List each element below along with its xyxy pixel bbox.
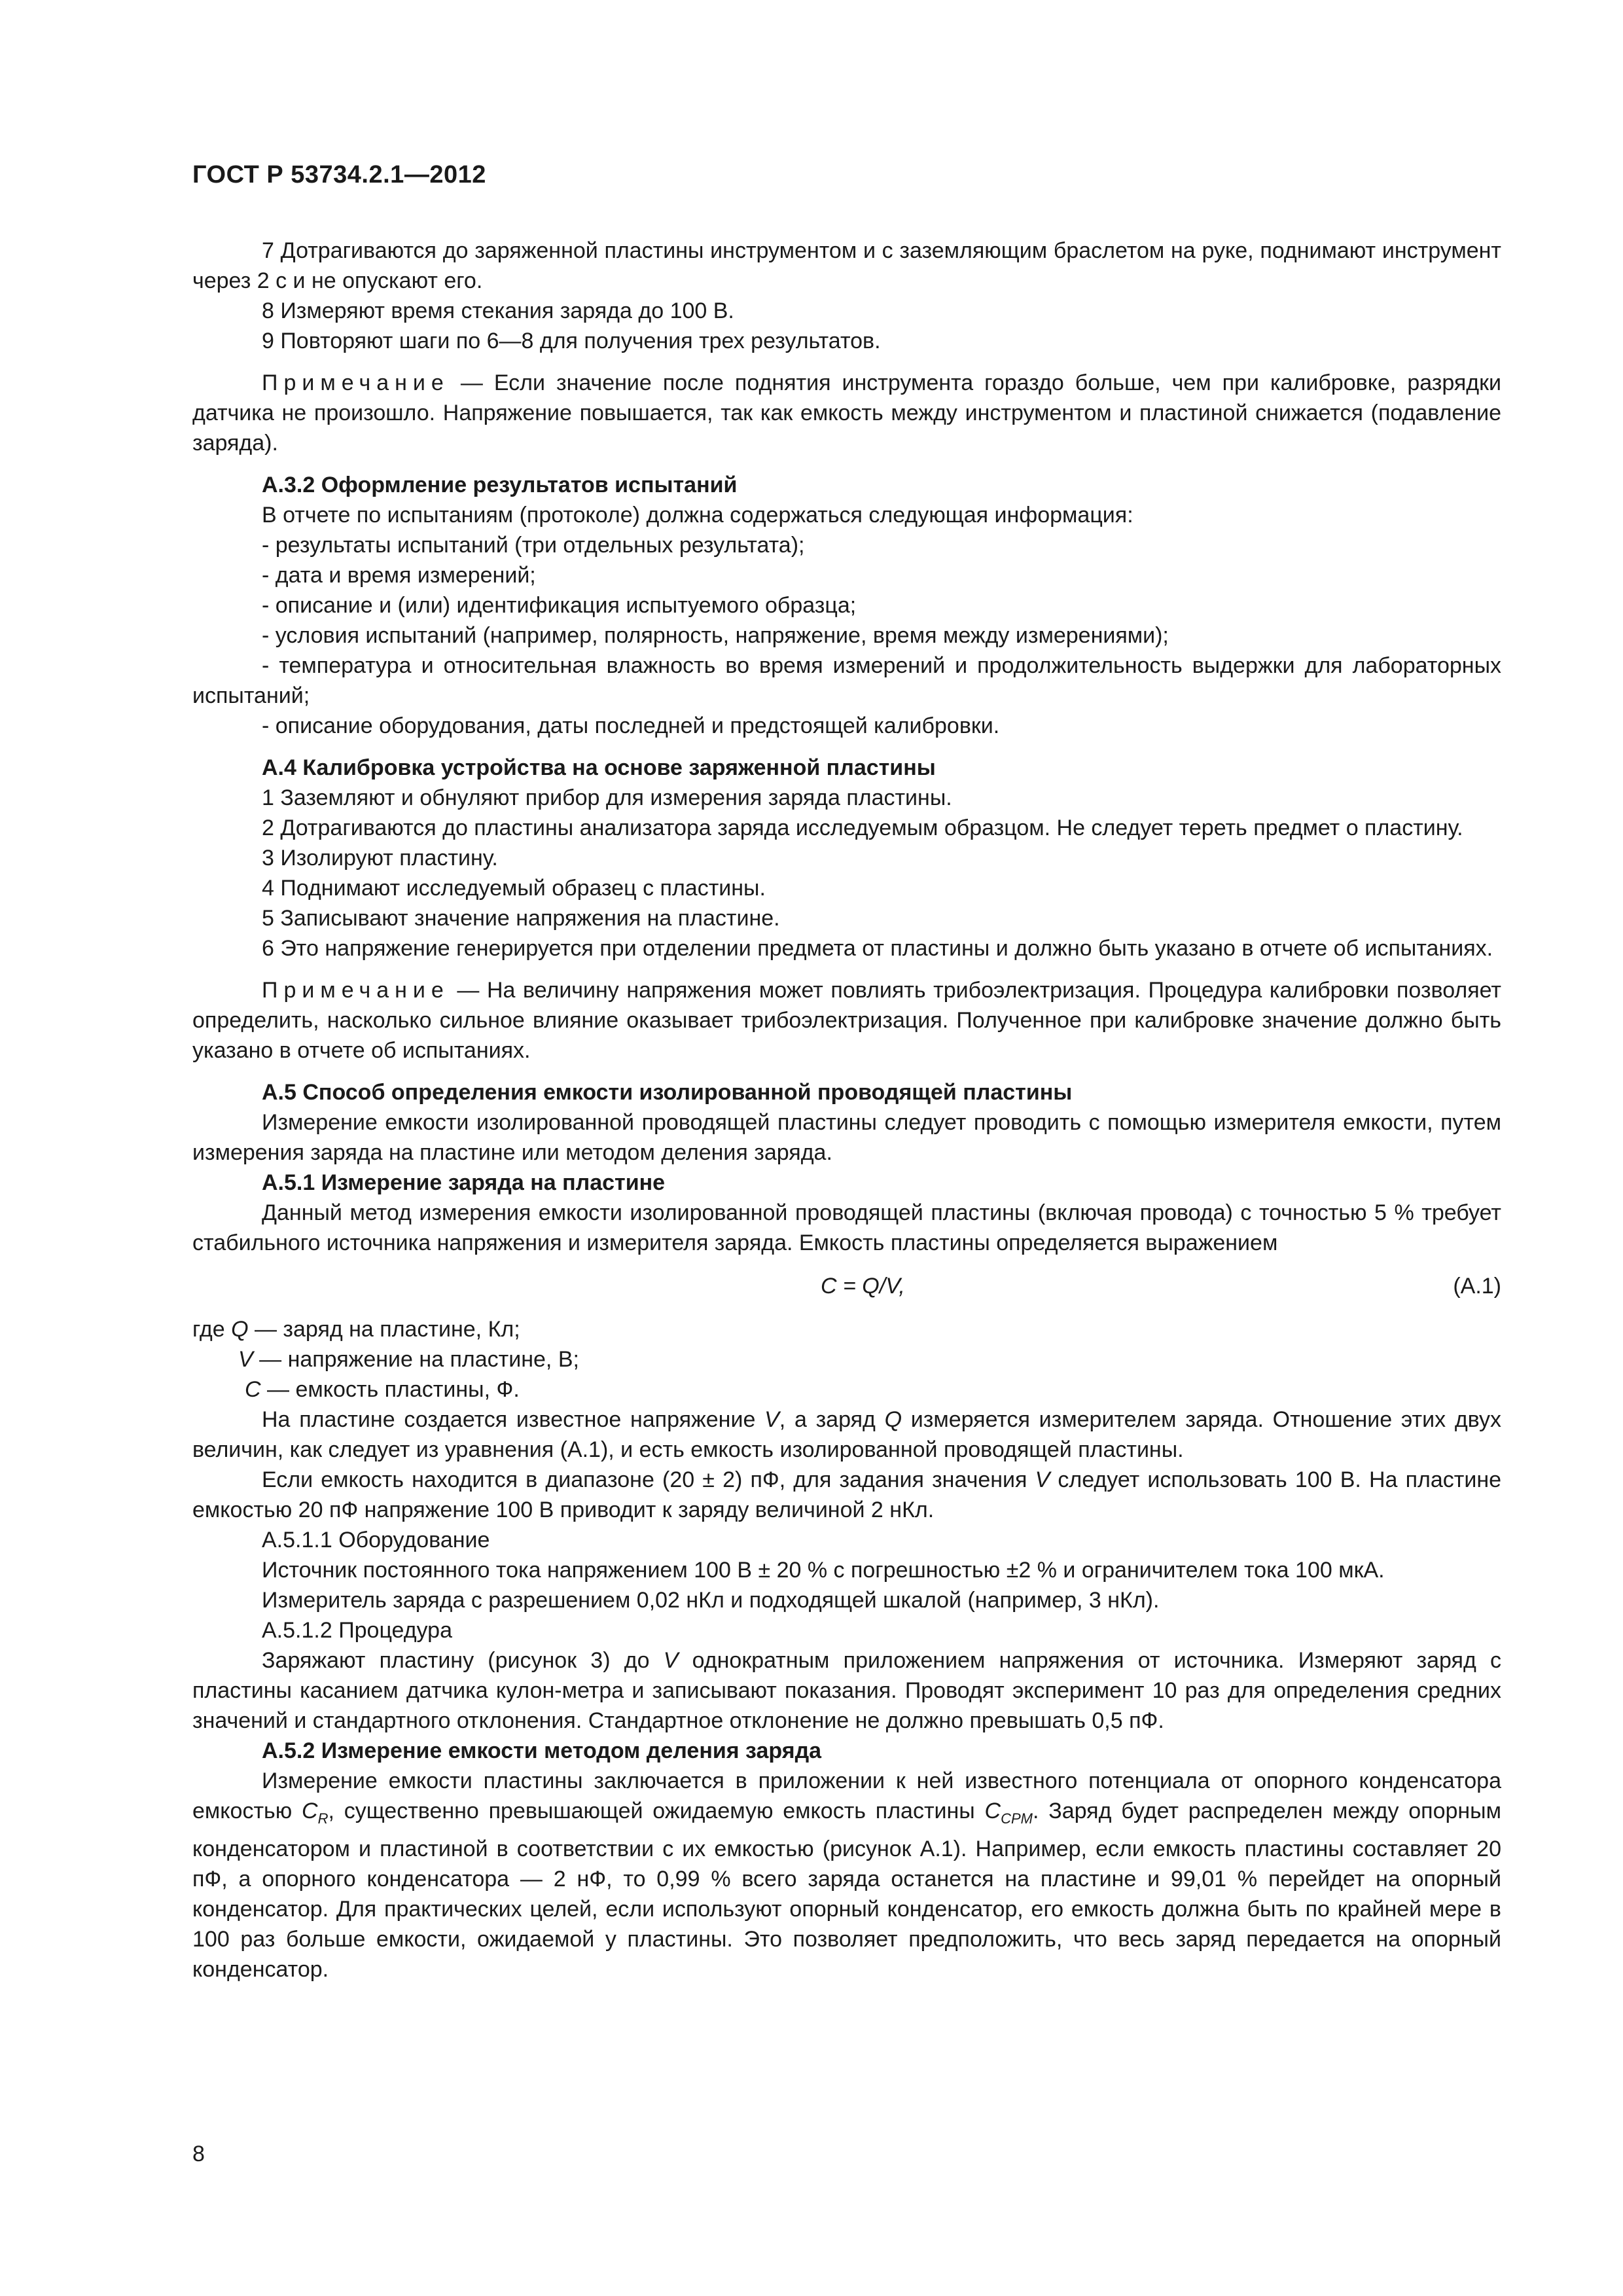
section-a51-text: Данный метод измерения емкости изолированной проводящей пластины (включая провода) с точностью 5 % требует стабильного источника напряжения и измерителя заряда. Емкость пластины определяется выражением <box>192 1200 1501 1255</box>
section-a32-heading: А.3.2 Оформление результатов испытаний <box>262 473 738 497</box>
list-item: 6 Это напряжение генерируется при отделении предмета от пластины и должно быть указано в отчете об испытаниях. <box>262 936 1493 961</box>
text-run: однократным приложением напряжения от источника. Измеряют заряд с пластины касанием датчика кулон-метра и записывают показания. Проводят эксперимент 10 раз для определения средних значений и стандартного отклонения. Стандартное отклонение не должно превышать 0,5 пФ. <box>192 1648 1502 1733</box>
section-a52-text <box>192 1766 1501 1984</box>
text-run: , существенно превышающей ожидаемую емкость пластины <box>328 1799 985 1823</box>
section-a51-para2 <box>192 1465 1501 1525</box>
text-run: следует использовать 100 В. На пластине емкостью 20 пФ напряжение 100 В приводит к заряду величиной 2 нКл. <box>192 1467 1502 1522</box>
where-q <box>192 1314 1501 1344</box>
subscript-cpm: CPM <box>1001 1810 1033 1827</box>
section-a5-heading: А.5 Способ определения емкости изолированной проводящей пластины <box>262 1080 1073 1105</box>
step-7: 7 Дотрагиваются до заряженной пластины инструментом и с заземляющим браслетом на руке, поднимают инструмент через 2 с и не опускают его. <box>192 238 1501 293</box>
document-header: ГОСТ Р 53734.2.1—2012 <box>192 161 486 188</box>
text-run: измеряется измерителем заряда. Отношение этих двух величин, как следует из уравнения (А.1), и есть емкость изолированной проводящей пластины. <box>192 1407 1501 1462</box>
step-9: 9 Повторяют шаги по 6—8 для получения трех результатов. <box>262 329 881 353</box>
section-a4-heading: А.4 Калибровка устройства на основе заряженной пластины <box>262 755 936 780</box>
where-text: — емкость пластины, Ф. <box>260 1377 520 1402</box>
page-number: 8 <box>192 2142 205 2166</box>
list-item: - описание и (или) идентификация испытуемого образца; <box>262 593 857 618</box>
equipment-line: Измеритель заряда с разрешением 0,02 нКл и подходящей шкалой (например, 3 нКл). <box>262 1588 1160 1613</box>
note-label: Примечание <box>262 370 450 395</box>
text-run: , а заряд <box>779 1407 885 1432</box>
note-label: Примечание <box>262 978 450 1003</box>
symbol-q: Q <box>231 1317 249 1342</box>
text-run: Если емкость находится в диапазоне (20 ± 2) пФ, для задания значения <box>262 1467 1035 1492</box>
text-run: . Заряд будет распределен между опорным конденсатором и пластиной в соответствии с их емкостью (рисунок А.1). Например, если емкость пластины составляет 20 пФ, а опорного конденсатора — 2 нФ, то 0,99 % всего заряда останется на пластине и 99,01 % перейдет на опорный конденсатор. Для практических целей, если используют опорный конденсатор, его емкость должна быть по крайней мере в 100 раз больше емкости, ожидаемой у пластины. Это позволяет предположить, что весь заряд передается на опорный конденсатор. <box>192 1799 1501 1982</box>
list-item: 3 Изолируют пластину. <box>262 846 498 870</box>
equipment-line: Источник постоянного тока напряжением 100 В ± 20 % с погрешностью ±2 % и ограничителем тока 100 мкА. <box>262 1558 1385 1583</box>
list-item: 2 Дотрагиваются до пластины анализатора заряда исследуемым образцом. Не следует тереть предмет о пластину. <box>262 816 1463 840</box>
text-run: На пластине создается известное напряжение <box>262 1407 765 1432</box>
where-text: — напряжение на пластине, В; <box>253 1347 579 1372</box>
formula-a1 <box>192 1271 1501 1301</box>
note-1 <box>192 368 1501 458</box>
text-run: Заряжают пластину (рисунок 3) до <box>262 1648 664 1673</box>
symbol-c: C <box>245 1377 261 1402</box>
list-item: - дата и время измерений; <box>262 563 536 588</box>
where-prefix: где <box>192 1317 232 1342</box>
section-a512-text <box>192 1645 1501 1736</box>
section-a511-heading: А.5.1.1 Оборудование <box>262 1528 490 1552</box>
note-2 <box>192 975 1501 1066</box>
where-text: — заряд на пластине, Кл; <box>248 1317 520 1342</box>
list-item: - описание оборудования, даты последней и предстоящей калибровки. <box>262 713 1000 738</box>
symbol-q: Q <box>884 1407 902 1432</box>
list-item: 1 Заземляют и обнуляют прибор для измерения заряда пластины. <box>262 785 952 810</box>
section-a51-para1 <box>192 1405 1501 1465</box>
where-c <box>192 1374 1501 1405</box>
symbol-c: C <box>984 1799 1001 1823</box>
symbol-c: C <box>302 1799 318 1823</box>
section-a5-text: Измерение емкости изолированной проводящей пластины следует проводить с помощью измерителя емкости, путем измерения заряда на пластине или методом деления заряда. <box>192 1110 1501 1165</box>
section-a51-heading: А.5.1 Измерение заряда на пластине <box>262 1170 666 1195</box>
text-run: Измерение емкости пластины заключается в приложении к ней известного потенциала от опорного конденсатора емкостью <box>192 1768 1501 1823</box>
symbol-v: V <box>663 1648 679 1673</box>
note-text: — Если значение после поднятия инструмента гораздо больше, чем при калибровке, разрядки датчика не произошло. Напряжение повышается, так как емкость между инструментом и пластиной снижается (подавление заряда). <box>192 370 1501 456</box>
formula-expression: C = Q/V, <box>821 1274 905 1299</box>
symbol-v: V <box>764 1407 779 1432</box>
list-item: 4 Поднимают исследуемый образец с пластины. <box>262 876 766 901</box>
list-item: - температура и относительная влажность во время измерений и продолжительность выдержки для лабораторных испытаний; <box>192 653 1501 708</box>
list-item: - условия испытаний (например, полярность, напряжение, время между измерениями); <box>262 623 1169 648</box>
list-item: - результаты испытаний (три отдельных результата); <box>262 533 805 558</box>
section-a512-heading: А.5.1.2 Процедура <box>262 1618 452 1643</box>
section-a32-intro: В отчете по испытаниям (протоколе) должна содержаться следующая информация: <box>262 503 1133 528</box>
document-body <box>192 236 1501 1984</box>
list-item: 5 Записывают значение напряжения на пластине. <box>262 906 780 931</box>
symbol-v: V <box>238 1347 253 1372</box>
section-a52-heading: А.5.2 Измерение емкости методом деления заряда <box>262 1738 822 1763</box>
note-text: — На величину напряжения может повлиять трибоэлектризация. Процедура калибровки позволяет определить, насколько сильное влияние оказывает трибоэлектризация. Полученное при калибровке значение должно быть указано в отчете об испытаниях. <box>192 978 1501 1063</box>
symbol-v: V <box>1035 1467 1050 1492</box>
where-v <box>192 1344 1501 1374</box>
formula-number: (А.1) <box>1453 1274 1501 1299</box>
subscript-r: R <box>317 1810 329 1827</box>
step-8: 8 Измеряют время стекания заряда до 100 В. <box>262 298 734 323</box>
